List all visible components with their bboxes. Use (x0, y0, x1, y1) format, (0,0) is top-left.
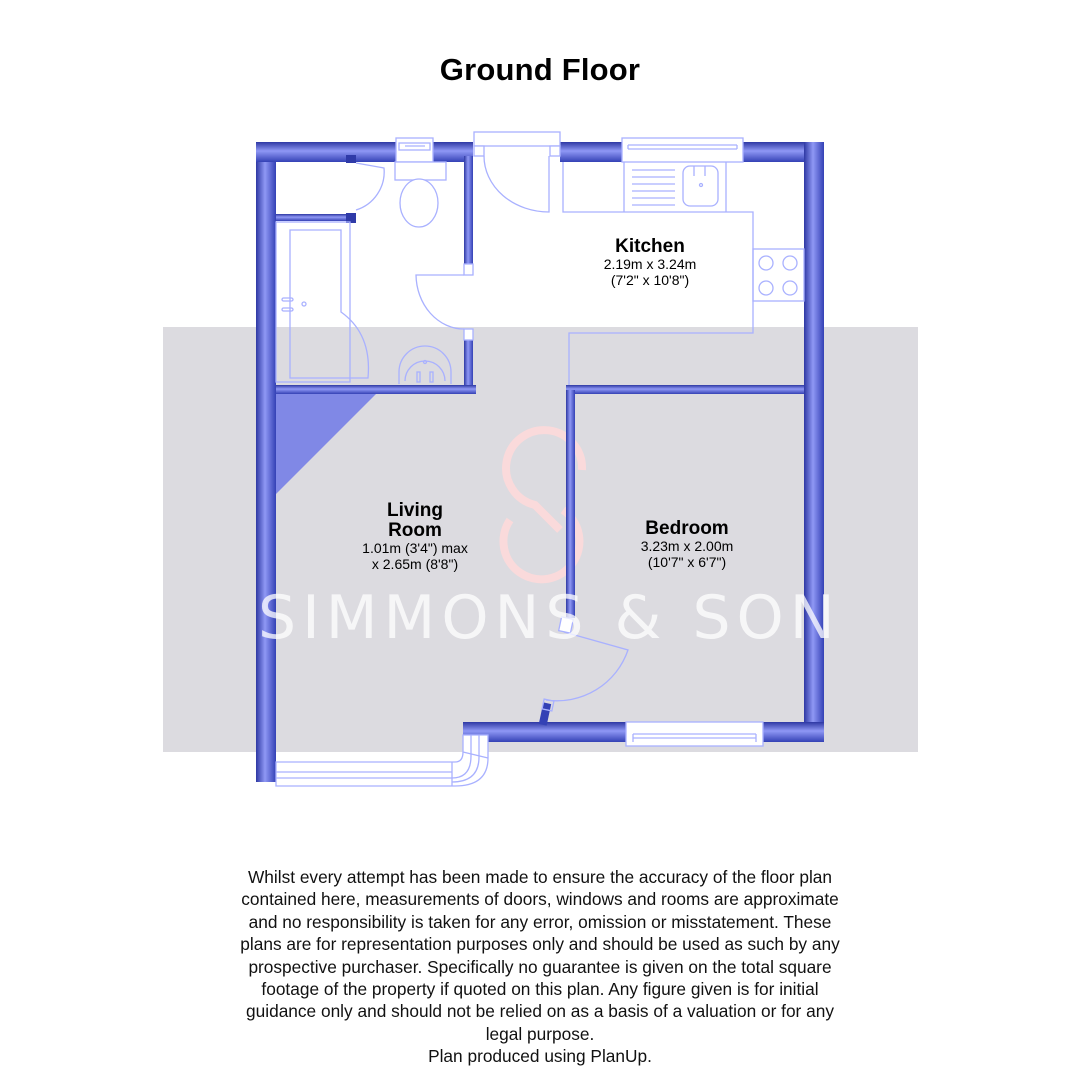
room-dimension-metric: 2.19m x 3.24m (603, 255, 697, 272)
window-bedroom (626, 722, 763, 746)
room-name-line2: Room (388, 519, 442, 541)
disclaimer-line: legal purpose. (485, 1023, 595, 1044)
room-name: Bedroom (645, 518, 729, 539)
room-dimension-imperial: (10'7" x 6'7") (647, 553, 727, 570)
disclaimer-line: Whilst every attempt has been made to ensure the accuracy of the floor plan (247, 867, 833, 887)
room-dimension-line1: 1.01m (3'4") max (362, 539, 468, 556)
disclaimer-line: contained here, measurements of doors, windows and rooms are approximate (241, 889, 839, 910)
floor-title: Ground Floor (439, 52, 641, 87)
window-living-bay (276, 735, 488, 786)
disclaimer-line: and no responsibility is taken for any error, omission or misstatement. These (248, 911, 832, 932)
room-dimension-metric: 3.23m x 2.00m (640, 537, 734, 554)
disclaimer (190, 866, 890, 1068)
disclaimer-line: footage of the property if quoted on this plan. Any figure given is for initial (261, 979, 819, 1000)
room-label-living-room (330, 501, 500, 572)
window-bathroom (396, 138, 433, 162)
disclaimer-line: guidance only and should not be relied on as a basis of a valuation or for any (246, 1001, 834, 1022)
room-label-bedroom (607, 519, 767, 570)
basin-icon (399, 346, 451, 384)
window-kitchen (622, 138, 743, 162)
room-label-kitchen (570, 237, 730, 288)
stair-void-triangle (276, 394, 376, 494)
disclaimer-credit: Plan produced using PlanUp. (428, 1046, 652, 1067)
disclaimer-line: plans are for representation purposes only and should be used as such by any (240, 934, 840, 955)
room-dimension-line2: x 2.65m (8'8") (371, 555, 459, 572)
disclaimer-line: prospective purchaser. Specifically no guarantee is given on the total square (248, 956, 832, 977)
room-name-line1: Living (387, 500, 443, 521)
room-name: Kitchen (615, 236, 685, 257)
room-dimension-imperial: (7'2" x 10'8") (610, 271, 690, 288)
watermark-brand: SIMMONS & SON (258, 583, 841, 653)
